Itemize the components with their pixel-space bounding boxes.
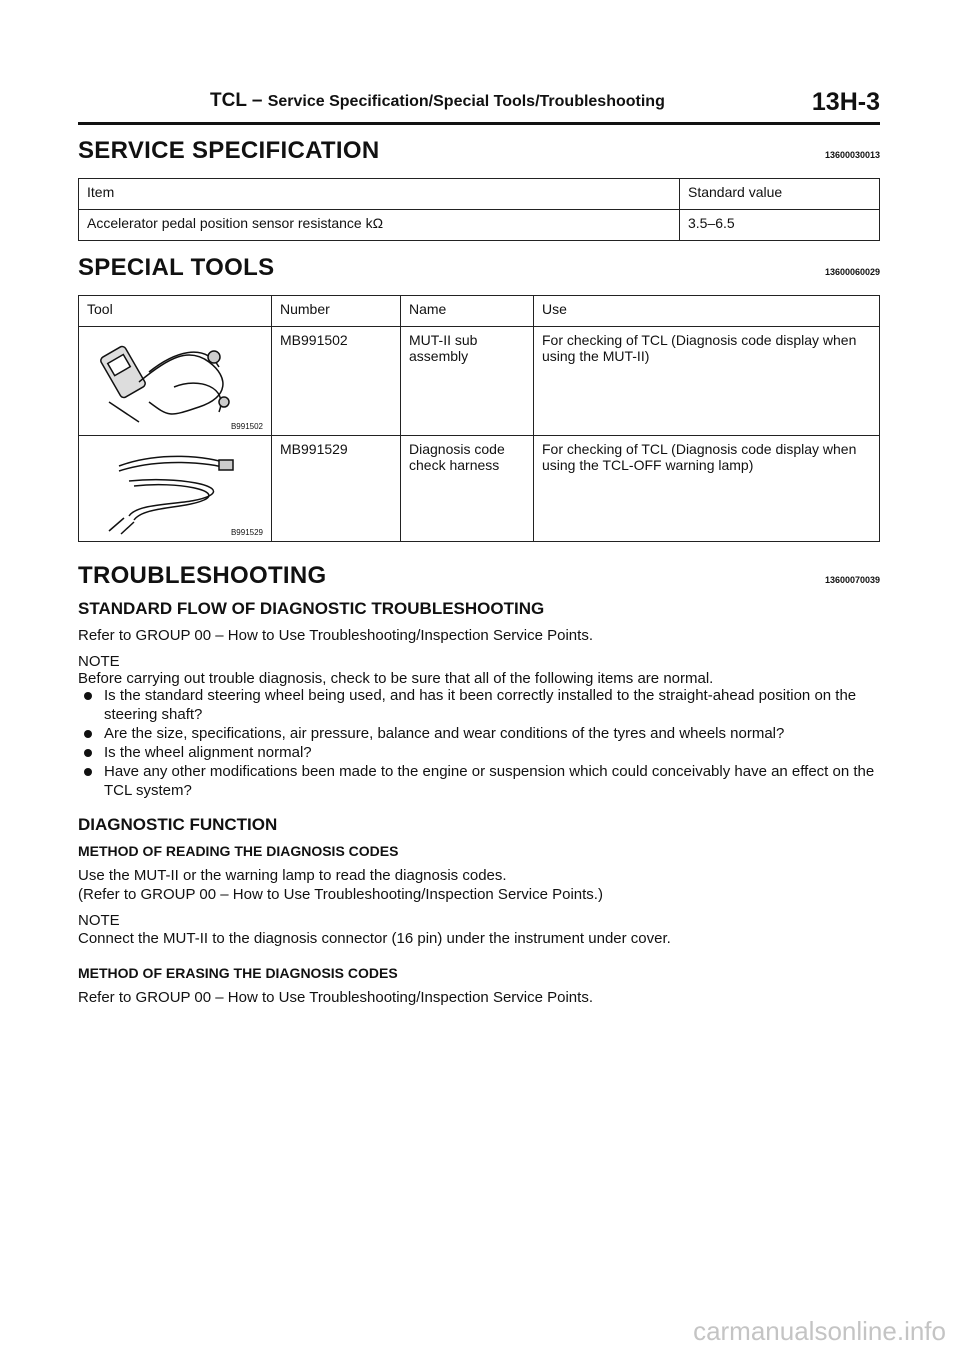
- bullet-icon: [84, 749, 92, 757]
- service-spec-heading: SERVICE SPECIFICATION: [78, 137, 380, 164]
- standard-flow-heading: STANDARD FLOW OF DIAGNOSTIC TROUBLESHOOTING: [78, 599, 545, 618]
- header-title: [210, 90, 665, 112]
- note-text: Before carrying out trouble diagnosis, check to be sure that all of the following items are normal.: [78, 670, 714, 687]
- troubleshooting-code: 13600070039: [824, 575, 880, 585]
- special-tools-table: [78, 295, 880, 542]
- tool-number: MB991529: [272, 436, 401, 542]
- reading-line-2: (Refer to GROUP 00 – How to Use Troubleshooting/Inspection Service Points.): [78, 886, 603, 903]
- reading-codes-heading: METHOD OF READING THE DIAGNOSIS CODES: [78, 843, 399, 859]
- tool-image-cell: [79, 327, 272, 436]
- col-use: Use: [534, 296, 880, 327]
- spec-value: 3.5–6.5: [680, 210, 880, 241]
- col-name: Name: [401, 296, 534, 327]
- mut-ii-tool-illustration: [79, 327, 259, 432]
- list-item-text: Is the standard steering wheel being used, and has it been correctly installed to the straight-ahead position on the steering shaft?: [104, 687, 857, 723]
- table-header-row: [79, 296, 880, 327]
- list-item: [78, 724, 880, 743]
- list-item-text: Are the size, specifications, air pressure, balance and wear conditions of the tyres and wheels normal?: [104, 725, 785, 742]
- note-text: Connect the MUT-II to the diagnosis connector (16 pin) under the instrument under cover.: [78, 930, 671, 947]
- erasing-codes-heading: METHOD OF ERASING THE DIAGNOSIS CODES: [78, 965, 398, 981]
- table-header-row: [79, 179, 880, 210]
- header-title-prefix: TCL –: [210, 90, 263, 111]
- page-header: [78, 88, 880, 125]
- erasing-text: Refer to GROUP 00 – How to Use Troubleshooting/Inspection Service Points.: [78, 989, 593, 1006]
- tool-name: Diagnosis code check harness: [401, 436, 534, 542]
- tool-image-code: B991529: [230, 528, 263, 537]
- list-item-text: Have any other modifications been made to the engine or suspension which could conceivably have an effect on the TCL system?: [104, 763, 875, 799]
- special-tools-heading: SPECIAL TOOLS: [78, 254, 275, 281]
- troubleshooting-heading: TROUBLESHOOTING: [78, 562, 327, 589]
- special-tools-code: 13600060029: [824, 267, 880, 277]
- bullet-icon: [84, 768, 92, 776]
- col-number: Number: [272, 296, 401, 327]
- bullet-icon: [84, 692, 92, 700]
- bullet-icon: [84, 730, 92, 738]
- table-row: [79, 436, 880, 542]
- col-item: Item: [79, 179, 680, 210]
- service-spec-table: [78, 178, 880, 241]
- col-standard-value: Standard value: [680, 179, 880, 210]
- header-title-text: Service Specification/Special Tools/Troubleshooting: [267, 93, 665, 110]
- tool-image-cell: [79, 436, 272, 542]
- diagnostic-function-heading: DIAGNOSTIC FUNCTION: [78, 815, 278, 834]
- table-row: [79, 327, 880, 436]
- list-item: [78, 686, 880, 724]
- service-spec-code: 13600030013: [824, 150, 880, 160]
- tool-use: For checking of TCL (Diagnosis code display when using the TCL-OFF warning lamp): [534, 436, 880, 542]
- page-number: 13H-3: [811, 88, 880, 116]
- table-row: [79, 210, 880, 241]
- spec-item: Accelerator pedal position sensor resistance kΩ: [79, 210, 680, 241]
- note-label: NOTE: [78, 912, 120, 929]
- tool-number: MB991502: [272, 327, 401, 436]
- tool-name: MUT-II sub assembly: [401, 327, 534, 436]
- tool-image-code: B991502: [230, 422, 263, 431]
- list-item: [78, 762, 880, 800]
- watermark: carmanualsonline.info: [693, 1316, 946, 1346]
- standard-flow-ref: Refer to GROUP 00 – How to Use Troubleshooting/Inspection Service Points.: [78, 627, 593, 644]
- list-item: [78, 743, 880, 762]
- note-label: NOTE: [78, 653, 120, 670]
- list-item-text: Is the wheel alignment normal?: [104, 744, 312, 761]
- reading-line-1: Use the MUT-II or the warning lamp to read the diagnosis codes.: [78, 867, 507, 884]
- col-tool: Tool: [79, 296, 272, 327]
- tool-use: For checking of TCL (Diagnosis code display when using the MUT-II): [534, 327, 880, 436]
- check-harness-illustration: [79, 436, 259, 538]
